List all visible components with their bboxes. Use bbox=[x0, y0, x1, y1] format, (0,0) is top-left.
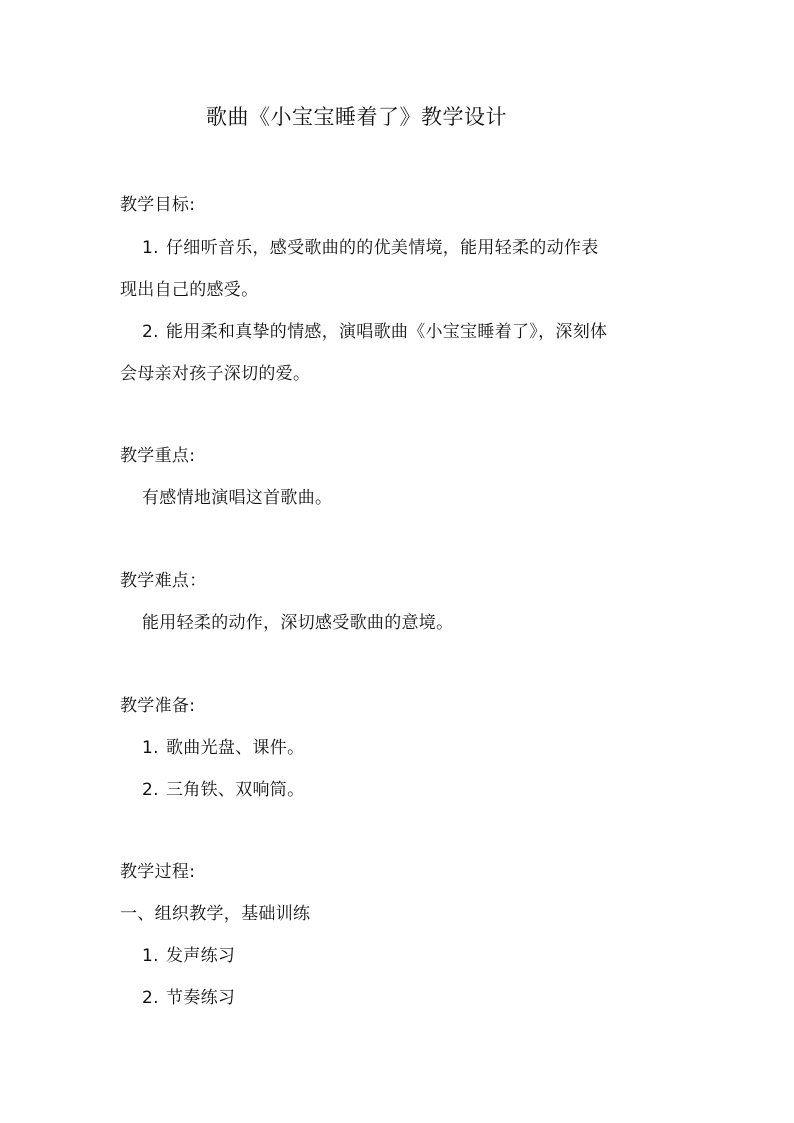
process-item-2-text: 节奏练习 bbox=[166, 988, 236, 1008]
objective-1-line1 bbox=[142, 233, 599, 258]
process-section-1: 一、组织教学，基础训练 bbox=[120, 904, 311, 924]
objective-2-number: 2. bbox=[142, 322, 159, 342]
preparation-item-2-text: 三角铁、双响筒。 bbox=[166, 780, 305, 800]
preparation-item-2 bbox=[142, 775, 304, 800]
preparation-item-1-text: 歌曲光盘、课件。 bbox=[166, 738, 305, 758]
process-item-1-text: 发声练习 bbox=[166, 946, 236, 966]
objective-1-text: 仔细听音乐，感受歌曲的的优美情境，能用轻柔的动作表 bbox=[166, 238, 599, 258]
preparation-heading: 教学准备: bbox=[120, 696, 196, 716]
preparation-item-2-number: 2. bbox=[142, 780, 159, 800]
process-item-1 bbox=[142, 941, 235, 966]
preparation-item-1-number: 1. bbox=[142, 738, 159, 758]
preparation-item-1 bbox=[142, 733, 304, 758]
difficulty-heading: 教学难点： bbox=[120, 571, 207, 591]
objective-1-number: 1. bbox=[142, 238, 159, 258]
key-point-heading: 教学重点: bbox=[120, 446, 196, 466]
objective-2-line2: 会母亲对孩子深切的爱。 bbox=[120, 364, 311, 384]
objective-2-line1 bbox=[142, 317, 607, 342]
process-item-1-number: 1. bbox=[142, 946, 159, 966]
key-point-text: 有感情地演唱这首歌曲。 bbox=[142, 488, 333, 508]
process-item-2-number: 2. bbox=[142, 988, 159, 1008]
document-title: 歌曲《小宝宝睡着了》教学设计 bbox=[206, 105, 507, 129]
difficulty-text: 能用轻柔的动作，深切感受歌曲的意境。 bbox=[142, 613, 454, 633]
objective-1-line2: 现出自己的感受。 bbox=[120, 280, 259, 300]
objectives-heading: 教学目标: bbox=[120, 195, 196, 215]
process-item-2 bbox=[142, 983, 235, 1008]
objective-2-text: 能用柔和真挚的情感，演唱歌曲《小宝宝睡着了》，深刻体 bbox=[166, 322, 608, 342]
process-heading: 教学过程: bbox=[120, 862, 196, 882]
